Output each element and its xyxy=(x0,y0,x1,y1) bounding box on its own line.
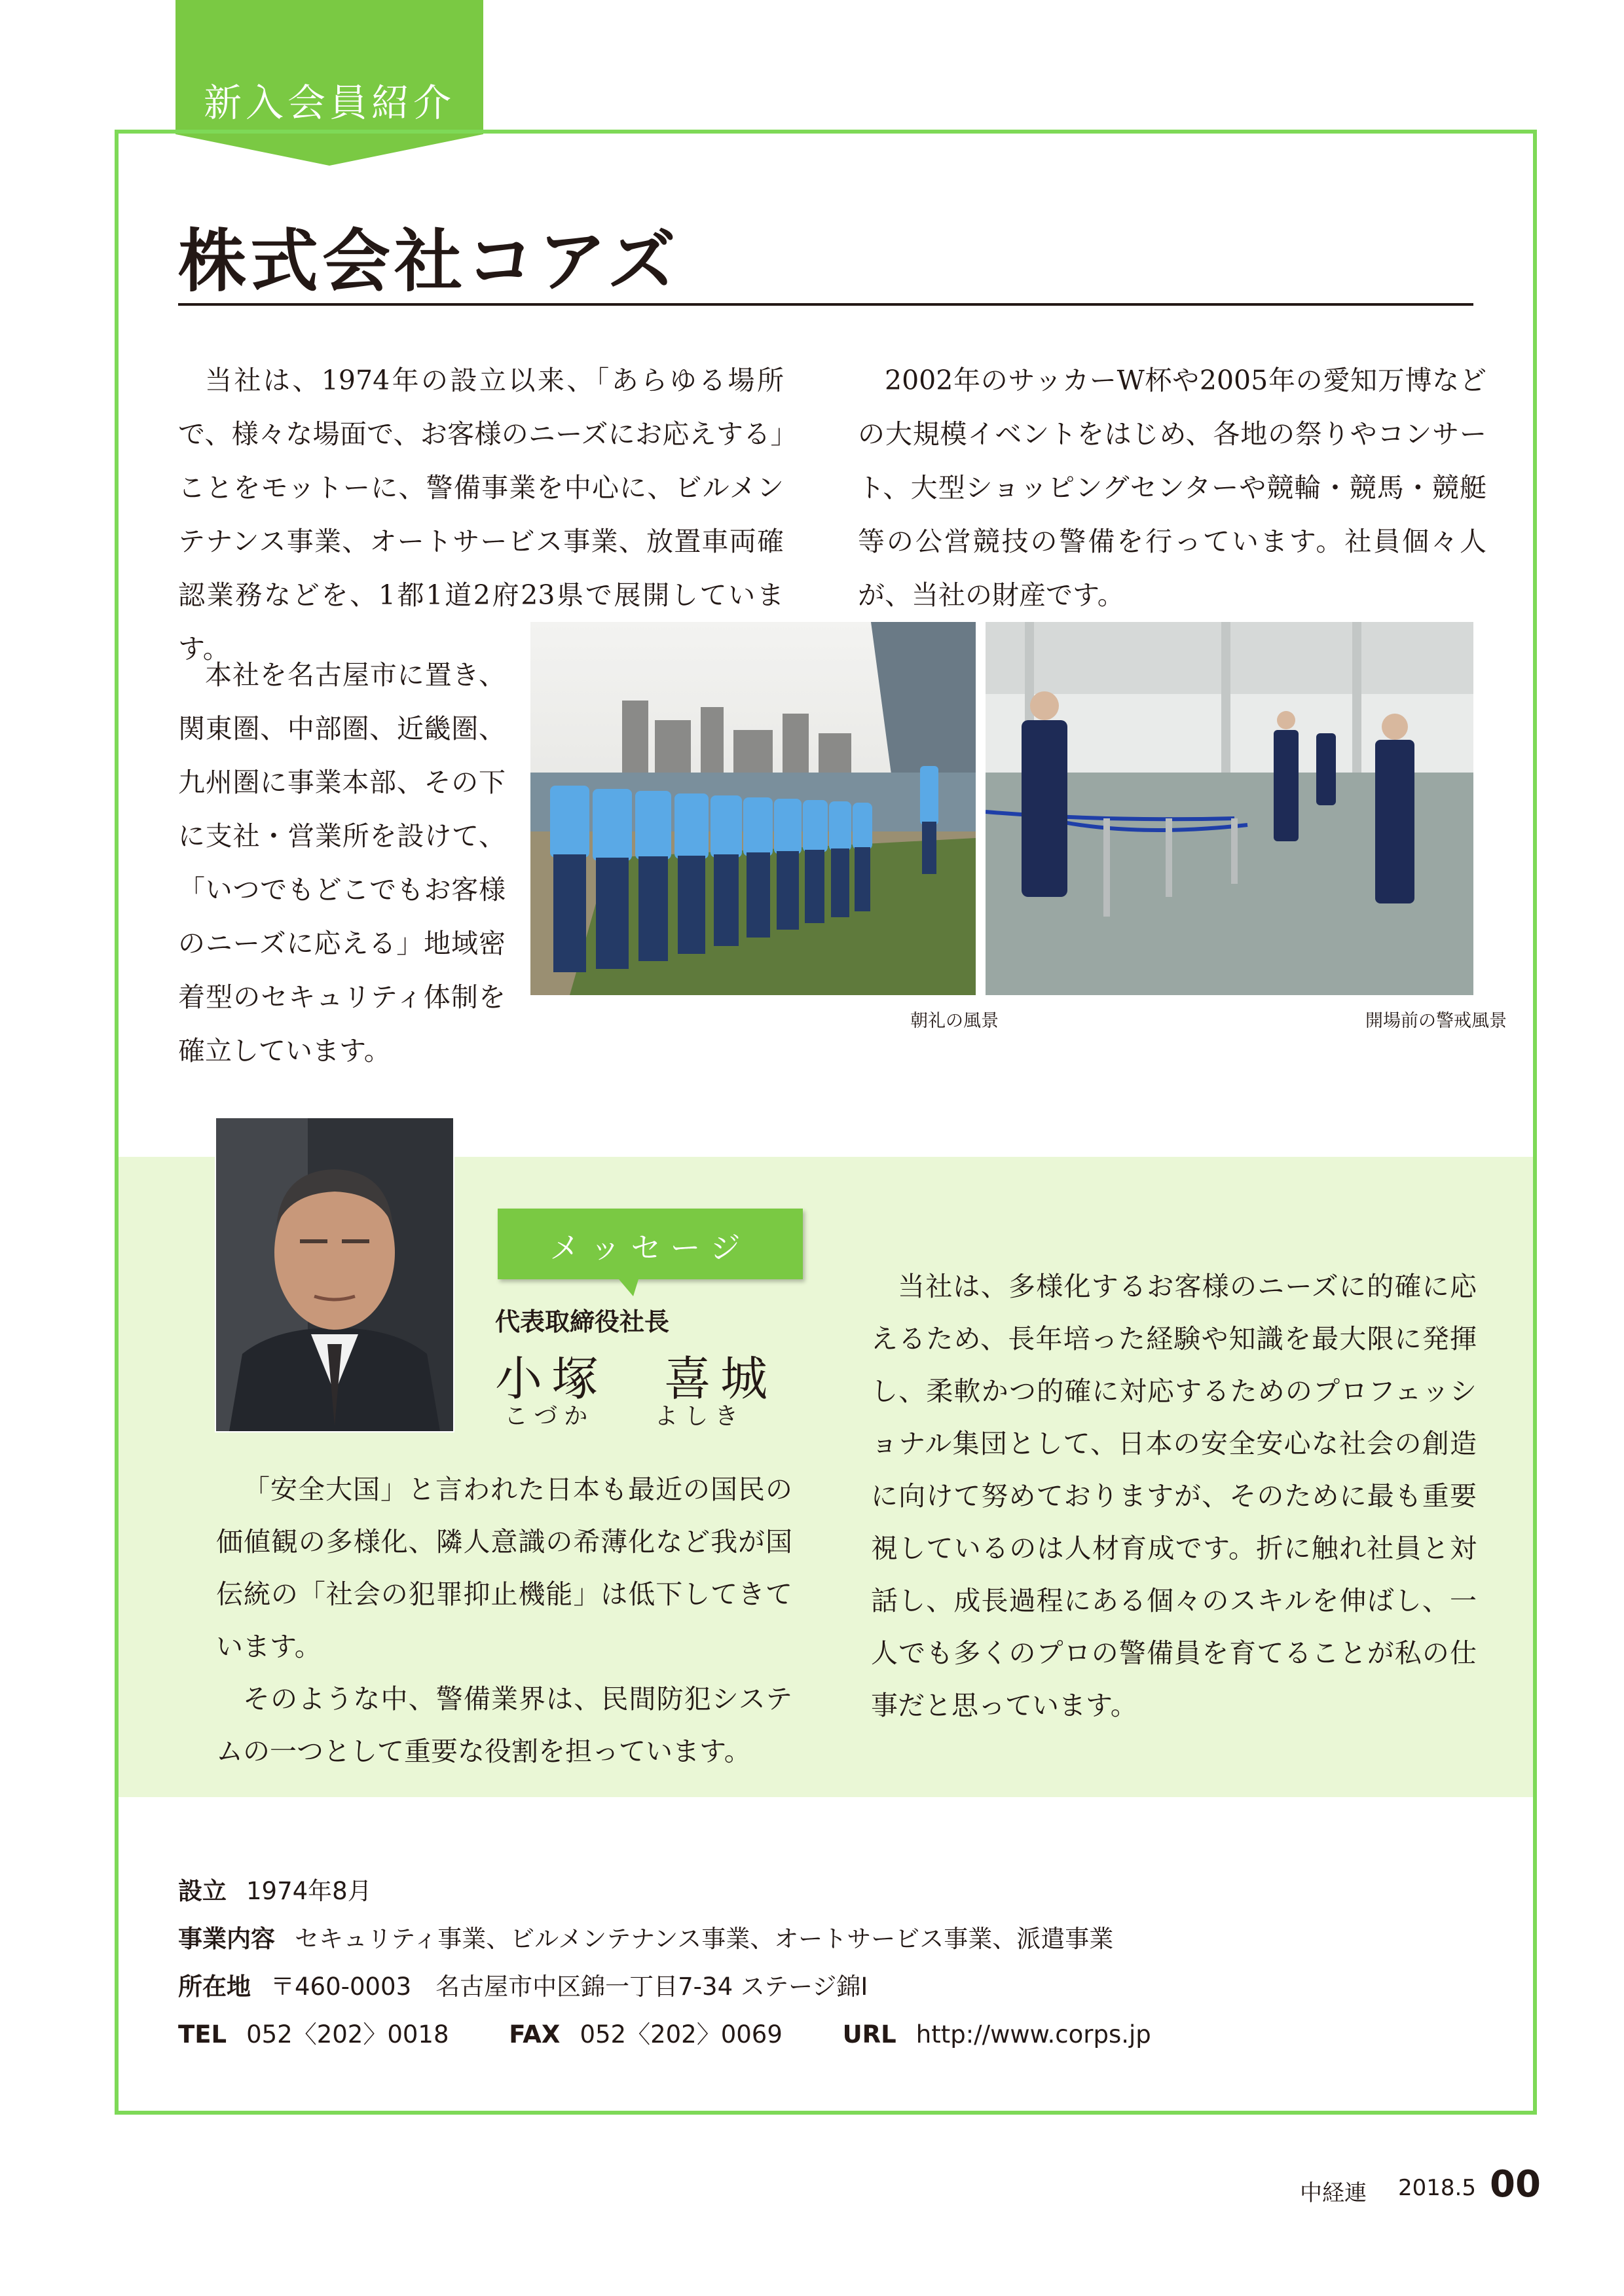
morning-assembly-photo xyxy=(530,622,976,995)
photo-caption-1: 朝礼の風景 xyxy=(910,1011,999,1031)
message-tag-tail xyxy=(619,1279,638,1296)
info-address-label: 所在地 xyxy=(178,1973,251,2001)
info-fax-value: 052〈202〉0069 xyxy=(580,2020,783,2049)
info-fax-label: FAX xyxy=(509,2020,561,2049)
photo-caption-2: 開場前の警戒風景 xyxy=(1365,1011,1507,1031)
footer-publication: 中経連 xyxy=(1300,2180,1367,2206)
ceo-name: 小塚 喜城 xyxy=(495,1351,777,1406)
ceo-name-ruby: こづか よしき xyxy=(504,1403,745,1430)
pre-opening-guard-photo xyxy=(986,622,1473,995)
message-paragraph-left: 「安全大国」と言われた日本も最近の国民の価値観の多様化、隣人意識の希薄化など我が国伝統の「社会の犯罪抑止機能」は低下してきています。 そのような中、警備業界は、民間防犯システムの一つとして重要な役割を担っています。 xyxy=(216,1474,792,1767)
info-business xyxy=(178,1919,1113,1954)
info-address-value: 〒460-0003 名古屋市中区錦一丁目7-34 ステージ錦Ⅰ xyxy=(270,1973,868,2001)
info-business-value: セキュリティ事業、ビルメンテナンス事業、オートサービス事業、派遣事業 xyxy=(295,1925,1114,1953)
info-url-label: URL xyxy=(842,2020,896,2049)
footer-issue: 2018.5 xyxy=(1398,2175,1476,2201)
info-established-value: 1974年8月 xyxy=(246,1877,372,1905)
message-tag-label: メッセージ xyxy=(549,1230,751,1266)
info-tel-label: TEL xyxy=(178,2020,227,2049)
info-address xyxy=(178,1967,868,2002)
info-contact xyxy=(178,2014,1151,2050)
intro-paragraph-3: 2002年のサッカーW杯や2005年の愛知万博などの大規模イベントをはじめ、各地の祭りやコンサート、大型ショッピングセンターや競輪・競馬・競艇等の公営競技の警備を行っています。社員個々人が、当社の財産です。 xyxy=(858,365,1486,611)
info-established xyxy=(178,1871,372,1906)
info-url-value[interactable]: http://www.corps.jp xyxy=(915,2020,1151,2049)
section-tab-label: 新入会員紹介 xyxy=(203,81,455,125)
intro-paragraph-1: 当社は、1974年の設立以来、「あらゆる場所で、様々な場面で、お客様のニーズにお応えする」ことをモットーに、警備事業を中心に、ビルメンテナンス事業、オートサービス事業、放置車両確認業務などを、1都1道2府23県で展開しています。 xyxy=(178,365,784,665)
title-rule xyxy=(178,303,1473,306)
intro-paragraph-2: 本社を名古屋市に置き、関東圏、中部圏、近畿圏、九州圏に事業本部、その下に支社・営業所を設けて、「いつでもどこでもお客様のニーズに応える」地域密着型のセキュリティ体制を確立しています。 xyxy=(178,659,506,1066)
message-paragraph-right: 当社は、多様化するお客様のニーズに的確に応えるため、長年培った経験や知識を最大限に発揮し、柔軟かつ的確に対応するためのプロフェッショナル集団として、日本の安全安心な社会の創造に向けて努めておりますが、そのために最も重要視しているのは人材育成です。折に触れ社員と対話し、成長過程にある個々のスキルを伸ばし、一人でも多くのプロの警備員を育てることが私の仕事だと思っています。 xyxy=(871,1271,1477,1721)
company-title: 株式会社コアズ xyxy=(178,221,680,301)
info-tel-value: 052〈202〉0018 xyxy=(246,2020,449,2049)
footer-page-number: 00 xyxy=(1490,2163,1541,2206)
ceo-role: 代表取締役社長 xyxy=(495,1307,670,1336)
ceo-portrait xyxy=(216,1118,453,1431)
info-business-label: 事業内容 xyxy=(178,1925,275,1953)
info-established-label: 設立 xyxy=(178,1877,227,1905)
